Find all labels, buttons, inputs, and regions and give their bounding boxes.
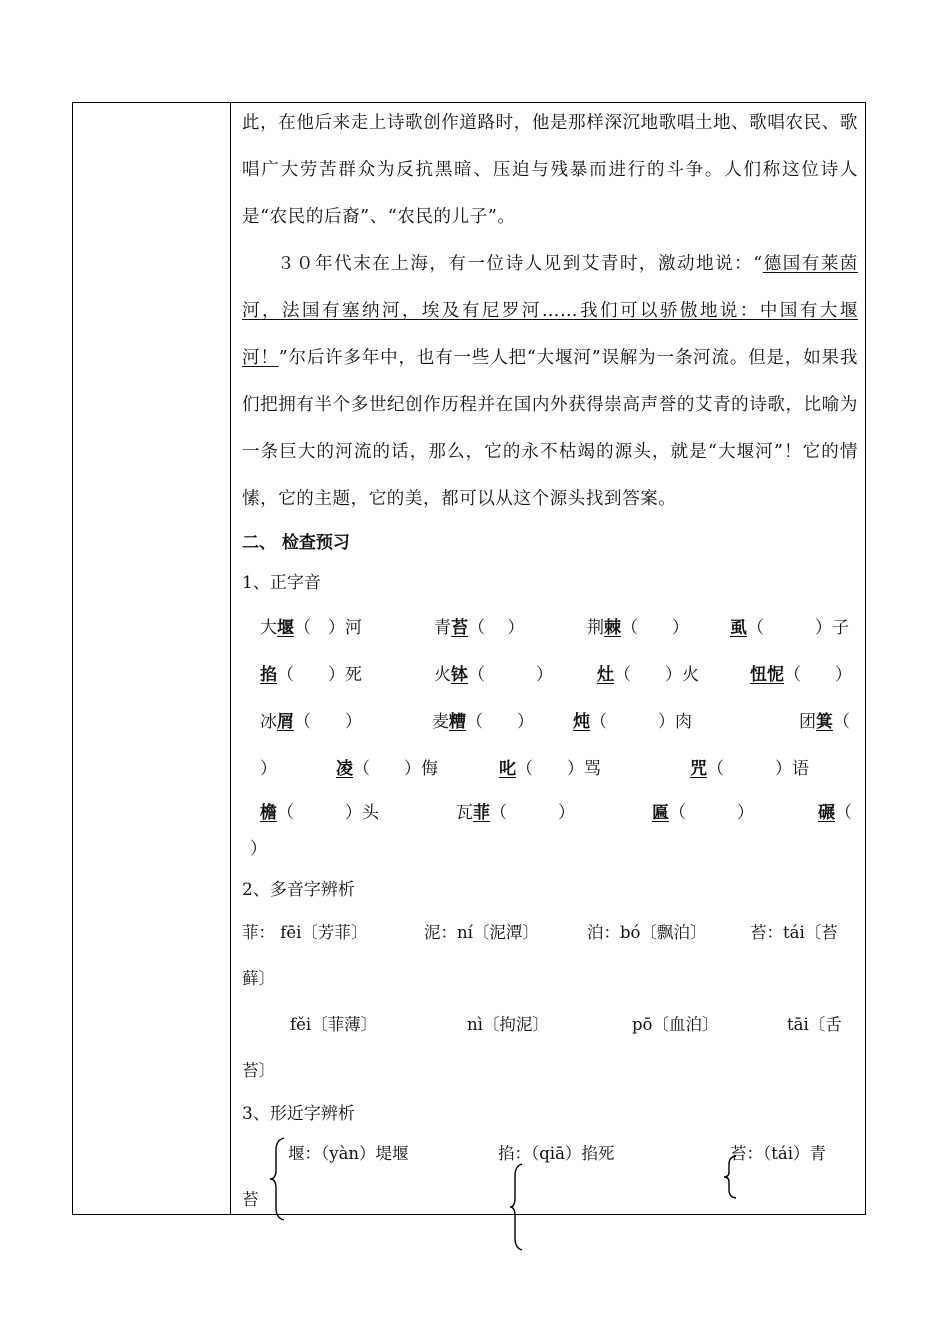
pron-item (456, 798, 575, 823)
pron-target-char: 凌 (336, 759, 353, 779)
pron-item (573, 707, 692, 732)
pron-blank: （ (835, 803, 852, 823)
pronunciation-row (242, 697, 858, 744)
pron-item (260, 707, 362, 732)
pronunciation-grid (242, 603, 858, 870)
pron-prefix: 冰 (260, 712, 277, 732)
left-brace-icon (508, 1162, 524, 1252)
pron-blank: （ ） (621, 618, 689, 638)
shape-item: 苔：（tái）青 (730, 1144, 826, 1163)
pron-blank: （ ）侮 (353, 759, 438, 779)
pron-item (434, 613, 524, 638)
pron-blank: ） (260, 759, 277, 779)
pron-item (432, 707, 534, 732)
pron-blank: （ ）火 (614, 665, 699, 685)
pron-target-char: 苔 (451, 618, 468, 638)
shape-item: 掐：（qiā）掐死 (498, 1144, 615, 1163)
polyphone-item: pō〔血泊〕 (632, 1015, 719, 1034)
pron-blank: （ ）头 (277, 803, 379, 823)
pronunciation-row (242, 788, 858, 830)
pronunciation-row (242, 650, 858, 697)
pron-target-char: 匾 (652, 803, 669, 823)
pron-blank: （ ） (468, 618, 525, 638)
pron-target-char: 炖 (573, 712, 590, 732)
pron-prefix: 瓦 (456, 803, 473, 823)
pron-target-char: 灶 (597, 665, 614, 685)
pron-target-char: 堰 (277, 618, 294, 638)
pron-prefix: 大 (260, 618, 277, 638)
left-brace-icon (722, 1154, 738, 1200)
pron-prefix: 青 (434, 618, 451, 638)
pron-target-char: 棘 (604, 618, 621, 638)
polyphone-item: 菲： fēi〔芳菲〕 (242, 923, 368, 942)
intro-paragraph-1: 此，在他后来走上诗歌创作道路时，他是那样深沉地歌唱土地、歌唱农民、歌唱广大劳苦群众为反抗黑暗、压迫与残暴而进行的斗争。人们称这位诗人是“农民的后裔”、“农民的儿子”。 (242, 113, 858, 227)
pron-blank: （ (833, 712, 850, 732)
pron-target-char: 掐 (260, 665, 277, 685)
pron-target-char: 咒 (690, 759, 707, 779)
pron-item (499, 754, 601, 779)
pron-prefix: 火 (434, 665, 451, 685)
pron-target-char: 忸怩 (750, 665, 784, 685)
polyphone-wrap-text: 苔〕 (242, 1061, 275, 1080)
pron-target-char: 碾 (818, 803, 835, 823)
pron-blank: （ ）语 (707, 759, 809, 779)
pron-target-char: 虱 (730, 618, 747, 638)
sub-heading-shape: 3、形近字辨析 (242, 1104, 355, 1124)
polyphone-row-wrap (242, 956, 858, 1002)
pron-item (690, 754, 809, 779)
polyphone-row-wrap (242, 1048, 858, 1094)
pron-blank: （ ） (294, 712, 362, 732)
pron-tail: ） (250, 839, 267, 859)
polyphone-row (242, 910, 858, 956)
pron-blank: （ ） (784, 665, 852, 685)
pron-item (750, 660, 852, 685)
pron-blank: （ ） (490, 803, 575, 823)
intro-text-before-quote: ３０年代末在上海，有一位诗人见到艾青时，激动地说：“ (277, 254, 763, 274)
pron-blank: （ ）肉 (590, 712, 692, 732)
pron-item (597, 660, 699, 685)
pronunciation-row (242, 744, 858, 788)
pron-item (260, 613, 362, 638)
polyphone-item: nì〔拘泥〕 (467, 1015, 549, 1034)
pron-blank: （ ） (468, 665, 553, 685)
pron-item (260, 660, 362, 685)
pron-blank: （ ）骂 (516, 759, 601, 779)
shape-item: 堰：（yàn）堤堰 (288, 1144, 409, 1163)
pron-target-char: 叱 (499, 759, 516, 779)
pron-prefix: 团 (799, 712, 816, 732)
lesson-content (242, 100, 858, 1224)
pron-blank: （ ）死 (277, 665, 362, 685)
polyphone-item: fěi〔菲薄〕 (290, 1015, 378, 1034)
pron-item (730, 613, 849, 638)
pron-target-char: 箕 (816, 712, 833, 732)
polyphone-item: 泊：bó〔飘泊〕 (587, 923, 707, 942)
pron-target-char: 屑 (277, 712, 294, 732)
polyphone-item: tāi〔舌 (787, 1015, 842, 1034)
section-2-heading: 二、 检查预习 (242, 533, 350, 553)
pron-item (818, 798, 852, 823)
polyphone-item: 泥：ní〔泥潭〕 (424, 923, 539, 942)
pron-prefix: 荆 (587, 618, 604, 638)
shape-comparison (242, 1134, 858, 1224)
pron-item (336, 754, 438, 779)
pronunciation-row (242, 830, 858, 870)
left-brace-icon (268, 1136, 286, 1222)
pron-item (799, 707, 850, 732)
sub-heading-pronunciation: 1、正字音 (242, 573, 321, 593)
pron-item (652, 798, 754, 823)
table-column-divider (230, 102, 231, 1215)
pron-item (434, 660, 553, 685)
intro-text-after-quote: ”尔后许多年中，也有一些人把“大堰河”误解为一条河流。但是，如果我们把拥有半个多世纪创作历程并在国内外获得崇高声誉的艾青的诗歌，比喻为一条巨大的河流的话，那么，它的永不枯竭的源头，就是“大堰河”！它的情愫，它的主题，它的美，都可以从这个源头找到答案。 (242, 348, 859, 509)
pron-target-char: 菲 (473, 803, 490, 823)
pron-prefix: 麦 (432, 712, 449, 732)
pron-item (587, 613, 689, 638)
polyphone-item: 苔：tái〔苔 (750, 923, 838, 942)
pron-blank: （ ）河 (294, 618, 362, 638)
sub-heading-polyphone: 2、多音字辨析 (242, 880, 355, 900)
pronunciation-row (242, 603, 858, 650)
intro-paragraph-2 (242, 241, 858, 523)
pron-blank: （ ）子 (747, 618, 849, 638)
quoted-praise: 德国有莱茵河，法国有塞纳河，埃及有尼罗河……我们可以骄傲地说：中国有大堰河！ (242, 254, 859, 368)
polyphone-row (242, 1002, 858, 1048)
pron-item (260, 754, 277, 779)
pron-target-char: 糟 (449, 712, 466, 732)
pron-target-char: 檐 (260, 803, 277, 823)
pron-blank: （ ） (669, 803, 754, 823)
polyphone-wrap-text: 藓〕 (242, 969, 275, 988)
pron-target-char: 钵 (451, 665, 468, 685)
pron-blank: （ ） (466, 712, 534, 732)
shape-wrap-text: 苔 (242, 1190, 259, 1209)
pron-item (260, 798, 379, 823)
